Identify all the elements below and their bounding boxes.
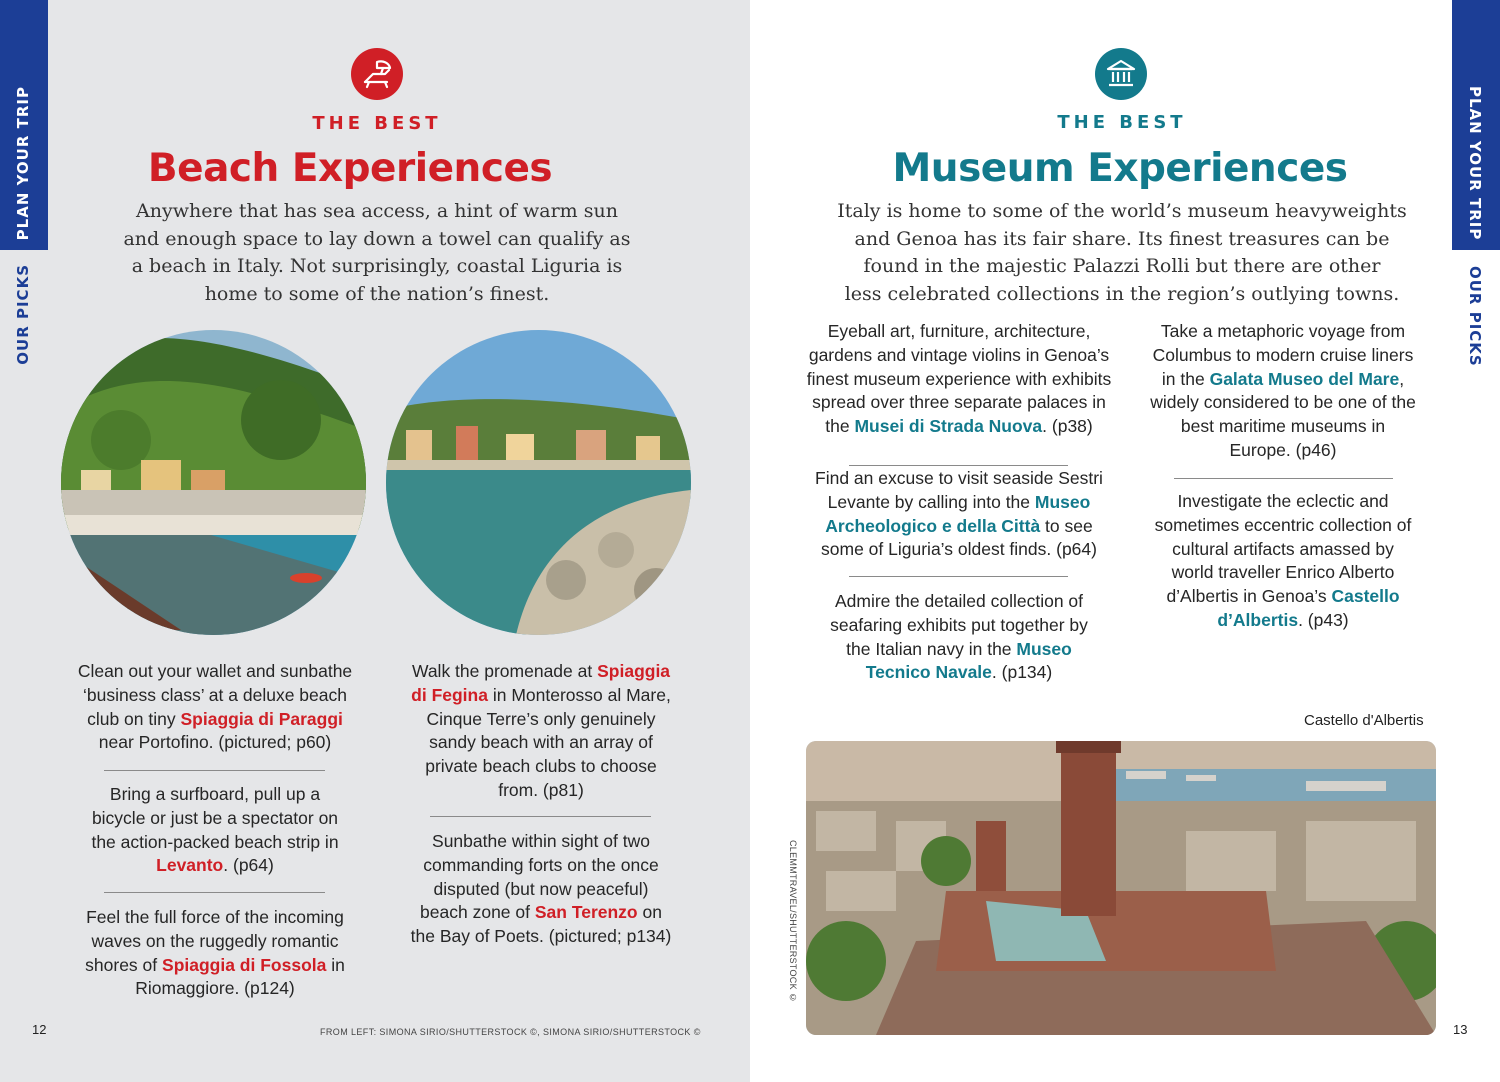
- museum-pick-galata: Take a metaphoric voyage from Columbus to modern cruise liners in the Galata Museo del Mare, widely considered to be one of the best maritime museums in Europe. (p46): [1150, 321, 1416, 460]
- beach-lounger-icon: [351, 48, 403, 100]
- castello-albertis-photo: [806, 741, 1436, 1035]
- beach-pick-paraggi: Clean out your wallet and sunbathe ‘business class’ at a deluxe beach club on tiny Spiaggia di Paraggi near Portofino. (pictured; p60): [77, 661, 353, 753]
- intro-line: a beach in Italy. Not surprisingly, coastal Liguria is: [131, 255, 623, 277]
- place-link: San Terenzo: [534, 902, 638, 923]
- right-kicker: THE BEST: [1057, 112, 1187, 133]
- divider: [104, 770, 325, 771]
- intro-line: home to some of the nation’s finest.: [204, 282, 550, 305]
- page-number-left: 12: [32, 1022, 47, 1037]
- divider: [849, 465, 1068, 466]
- place-link: Spiaggia di Fossola: [162, 954, 327, 975]
- museum-pick-archeologico: Find an excuse to visit seaside Sestri Levante by calling into the Museo Archeologico e della Città to see some of Liguria’s oldest finds. (p64): [815, 468, 1103, 560]
- place-link: Museo Tecnico Navale: [865, 638, 1072, 683]
- right-intro: [800, 198, 1444, 308]
- left-kicker: THE BEST: [312, 113, 442, 134]
- photo-credit-left: FROM LEFT: SIMONA SIRIO/SHUTTERSTOCK ©, SIMONA SIRIO/SHUTTERSTOCK ©: [320, 1027, 701, 1037]
- intro-line: Italy is home to some of the world’s museum heavyweights: [837, 200, 1407, 222]
- place-link: Levanto: [156, 855, 224, 876]
- left-page-title: Beach Experiences: [147, 146, 553, 191]
- museum-pick-albertis: Investigate the eclectic and sometimes eccentric collection of cultural artifacts amassed by world traveller Enrico Alberto d’Albertis in Genoa’s Castello d’Albertis. (p43): [1154, 491, 1412, 630]
- tab-our-picks: OUR PICKS: [1466, 266, 1484, 367]
- beach-pick-levanto: Bring a surfboard, pull up a bicycle or just be a spectator on the action-packed beach strip in Levanto. (p64): [91, 784, 339, 876]
- san-terenzo-beach-photo: [386, 330, 691, 635]
- place-link: Museo Archeologico e della Città: [825, 491, 1091, 536]
- tab-plan-your-trip: PLAN YOUR TRIP: [1466, 86, 1484, 241]
- divider: [430, 816, 651, 817]
- divider: [104, 892, 325, 893]
- divider: [849, 576, 1068, 577]
- beach-pick-fossola: Feel the full force of the incoming waves on the ruggedly romantic shores of Spiaggia di Fossola in Riomaggiore. (p124): [85, 907, 345, 999]
- paraggi-beach-photo: [61, 330, 366, 635]
- place-link: Spiaggia di Paraggi: [180, 708, 343, 729]
- right-page-title: Museum Experiences: [892, 146, 1348, 191]
- photo-caption: Castello d'Albertis: [1304, 712, 1424, 729]
- intro-line: and Genoa has its fair share. Its finest treasures can be: [854, 227, 1390, 250]
- museum-building-icon: [1095, 48, 1147, 100]
- tab-our-picks: OUR PICKS: [14, 264, 32, 365]
- divider: [1174, 478, 1393, 479]
- museum-pick-strada-nuova: Eyeball art, furniture, architecture, gardens and vintage violins in Genoa’s finest museum experience with exhibits spread over three separate palaces in the Musei di Strada Nuova. (p38): [806, 321, 1112, 437]
- place-link: Castello d’Albertis: [1217, 586, 1400, 630]
- page-number-right: 13: [1453, 1022, 1468, 1037]
- photo-credit-right: CLEMMTRAVEL/SHUTTERSTOCK ©: [788, 840, 798, 1003]
- tab-plan-your-trip: PLAN YOUR TRIP: [14, 86, 32, 241]
- place-link: Musei di Strada Nuova: [854, 416, 1043, 437]
- place-link: Spiaggia di Fegina: [411, 661, 671, 705]
- place-link: Galata Museo del Mare: [1209, 368, 1400, 389]
- beach-pick-fegina: Walk the promenade at Spiaggia di Fegina in Monterosso al Mare, Cinque Terre’s only genuinely sandy beach with an array of private beach clubs to choose from. (p81): [411, 661, 671, 800]
- beach-pick-san-terenzo: Sunbathe within sight of two commanding forts on the once disputed (but now peaceful) beach zone of San Terenzo on the Bay of Poets. (pictured; p134): [410, 831, 672, 947]
- intro-line: less celebrated collections in the region’s outlying towns.: [844, 282, 1400, 305]
- left-intro: [90, 198, 664, 308]
- museum-pick-tecnico-navale: Admire the detailed collection of seafaring exhibits put together by the Italian navy in the Museo Tecnico Navale. (p134): [830, 591, 1088, 683]
- intro-line: Anywhere that has sea access, a hint of warm sun: [136, 200, 618, 222]
- intro-line: found in the majestic Palazzi Rolli but there are other: [863, 255, 1381, 277]
- intro-line: and enough space to lay down a towel can qualify as: [123, 227, 631, 250]
